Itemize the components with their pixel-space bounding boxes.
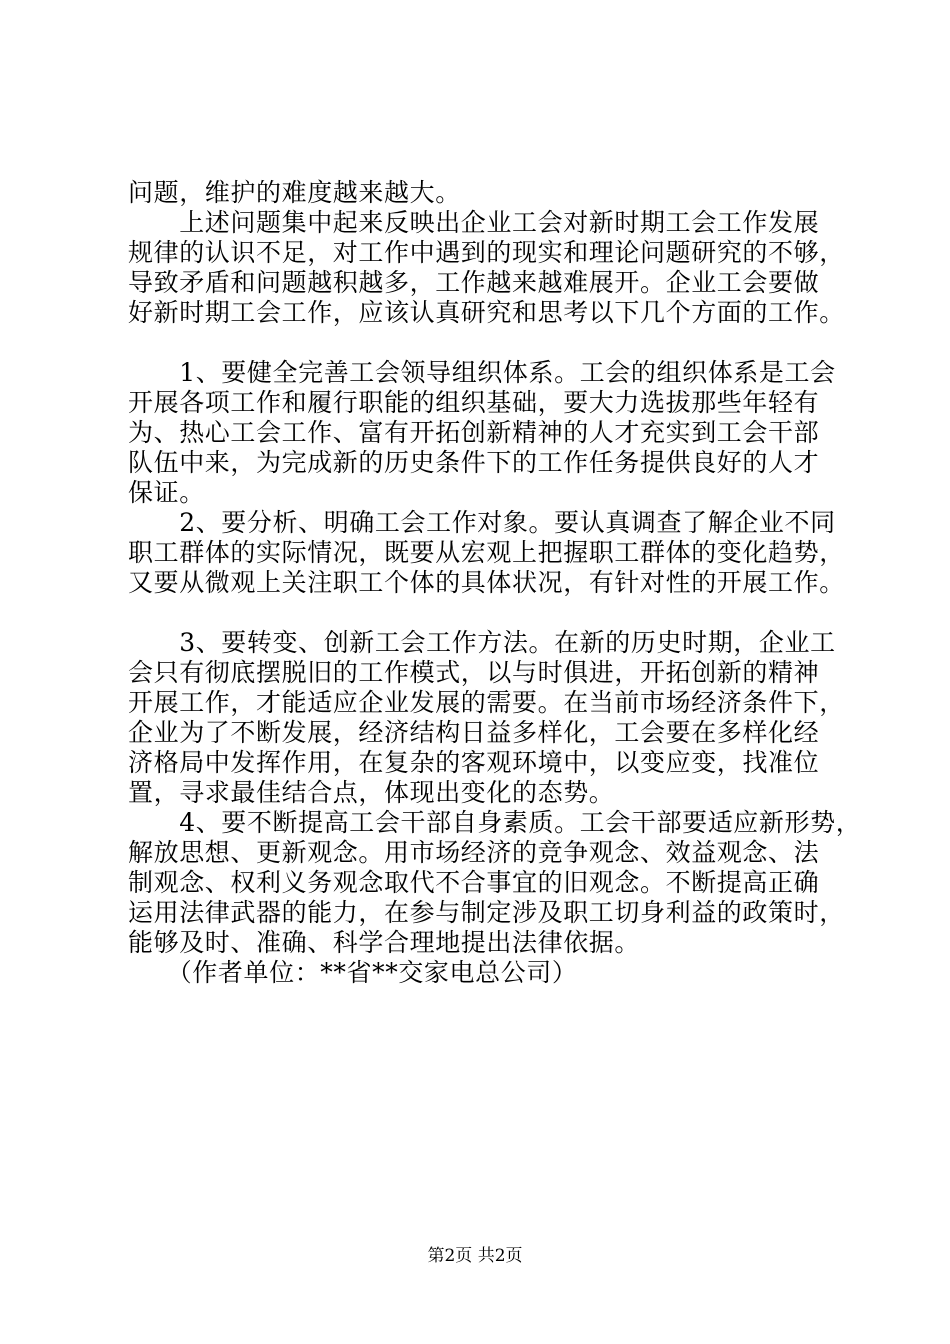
text-line: 又要从微观上关注职工个体的具体状况，有针对性的开展工作。 [128, 568, 845, 597]
text-line: 好新时期工会工作，应该认真研究和思考以下几个方面的工作。 [128, 298, 845, 327]
text-line: 导致矛盾和问题越积越多，工作越来越难展开。企业工会要做 [128, 268, 820, 297]
text-line: 能够及时、准确、科学合理地提出法律依据。 [128, 928, 641, 957]
text-line: 济格局中发挥作用，在复杂的客观环境中，以变应变，找准位 [128, 748, 820, 777]
text-line: 4、要不断提高工会干部自身素质。工会干部要适应新形势， [128, 808, 862, 837]
text-line: 企业为了不断发展，经济结构日益多样化，工会要在多样化经 [128, 718, 820, 747]
text-line: 保证。 [128, 478, 205, 507]
text-line: 运用法律武器的能力，在参与制定涉及职工切身利益的政策时， [128, 898, 845, 927]
text-line: 3、要转变、创新工会工作方法。在新的历史时期，企业工 [128, 628, 836, 657]
text-line: 1、要健全完善工会领导组织体系。工会的组织体系是工会 [128, 358, 836, 387]
text-line: 解放思想、更新观念。用市场经济的竞争观念、效益观念、法 [128, 838, 820, 867]
text-line: 2、要分析、明确工会工作对象。要认真调查了解企业不同 [128, 508, 836, 537]
text-line: 置，寻求最佳结合点，体现出变化的态势。 [128, 778, 615, 807]
text-line: 队伍中来，为完成新的历史条件下的工作任务提供良好的人才 [128, 448, 820, 477]
text-line: 问题，维护的难度越来越大。 [128, 178, 461, 207]
text-line: 制观念、权利义务观念取代不合事宜的旧观念。不断提高正确 [128, 868, 820, 897]
text-line: 开展各项工作和履行职能的组织基础，要大力选拔那些年轻有 [128, 388, 820, 417]
text-line: 开展工作，才能适应企业发展的需要。在当前市场经济条件下， [128, 688, 845, 717]
text-line: 职工群体的实际情况，既要从宏观上把握职工群体的变化趋势， [128, 538, 845, 567]
text-line: 会只有彻底摆脱旧的工作模式，以与时俱进，开拓创新的精神 [128, 658, 820, 687]
text-line: （作者单位：**省**交家电总公司） [128, 958, 578, 987]
text-line: 上述问题集中起来反映出企业工会对新时期工会工作发展 [128, 208, 820, 237]
text-line: 规律的认识不足，对工作中遇到的现实和理论问题研究的不够， [128, 238, 845, 267]
page-number-footer: 第2页 共2页 [427, 1246, 523, 1266]
text-line: 为、热心工会工作、富有开拓创新精神的人才充实到工会干部 [128, 418, 820, 447]
